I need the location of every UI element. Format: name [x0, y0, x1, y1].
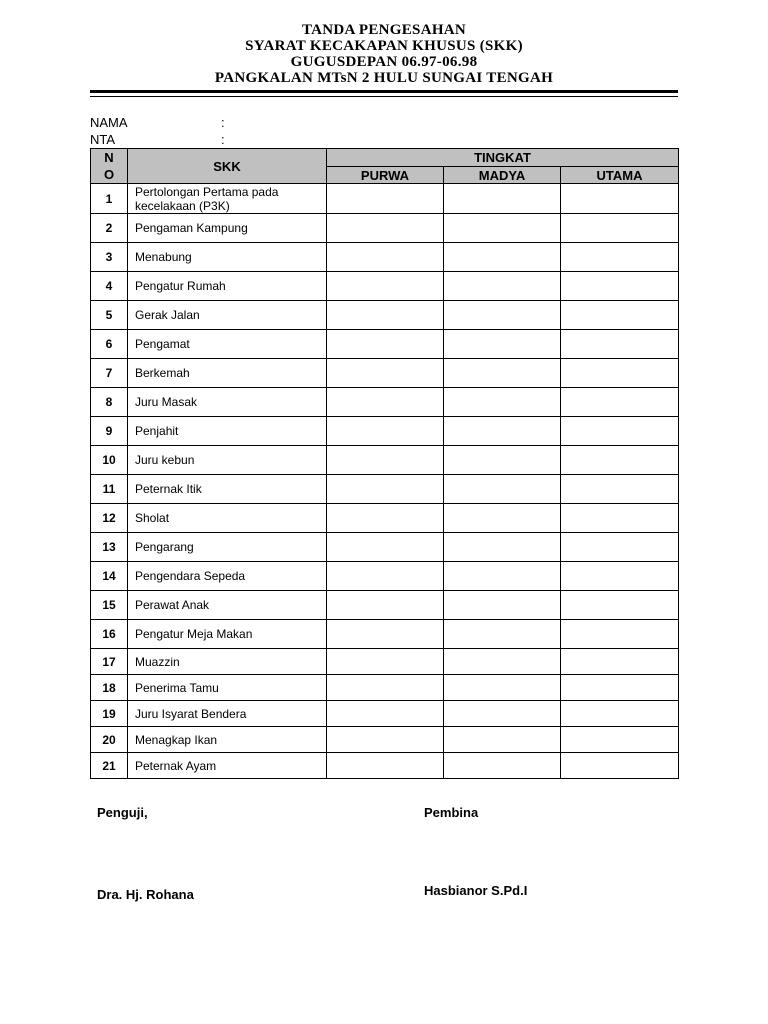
row-utama-cell [561, 753, 679, 779]
row-utama-cell [561, 649, 679, 675]
table-row [91, 675, 679, 701]
row-madya-cell [444, 504, 561, 533]
row-number: 18 [91, 675, 128, 701]
row-utama-cell [561, 701, 679, 727]
row-madya-cell [444, 359, 561, 388]
row-number: 4 [91, 272, 128, 301]
row-skk-name: Perawat Anak [128, 591, 327, 620]
row-skk-name: Juru kebun [128, 446, 327, 475]
row-number: 6 [91, 330, 128, 359]
row-skk-name: Sholat [128, 504, 327, 533]
row-purwa-cell [327, 214, 444, 243]
row-utama-cell [561, 562, 679, 591]
table-row [91, 591, 679, 620]
row-skk-name: Pengaman Kampung [128, 214, 327, 243]
table-row [91, 701, 679, 727]
row-purwa-cell [327, 727, 444, 753]
col-header-utama: UTAMA [561, 167, 679, 184]
penguji-name: Dra. Hj. Rohana [97, 887, 194, 902]
nama-field [90, 115, 225, 130]
row-utama-cell [561, 727, 679, 753]
row-skk-name: Peternak Ayam [128, 753, 327, 779]
row-number: 2 [91, 214, 128, 243]
row-number: 19 [91, 701, 128, 727]
row-purwa-cell [327, 184, 444, 214]
table-row [91, 475, 679, 504]
row-purwa-cell [327, 446, 444, 475]
table-row [91, 359, 679, 388]
table-row [91, 388, 679, 417]
row-utama-cell [561, 388, 679, 417]
row-madya-cell [444, 475, 561, 504]
row-madya-cell [444, 184, 561, 214]
penguji-label: Penguji, [97, 805, 148, 820]
header-subtitle: SYARAT KECAKAPAN KHUSUS (SKK) [245, 38, 523, 54]
row-number: 14 [91, 562, 128, 591]
row-skk-name: Pengamat [128, 330, 327, 359]
row-utama-cell [561, 620, 679, 649]
row-skk-name: Pengarang [128, 533, 327, 562]
row-purwa-cell [327, 649, 444, 675]
row-number: 15 [91, 591, 128, 620]
row-utama-cell [561, 330, 679, 359]
row-number: 7 [91, 359, 128, 388]
row-utama-cell [561, 591, 679, 620]
row-utama-cell [561, 301, 679, 330]
row-utama-cell [561, 533, 679, 562]
row-skk-name: Pengatur Rumah [128, 272, 327, 301]
row-utama-cell [561, 243, 679, 272]
row-utama-cell [561, 272, 679, 301]
row-purwa-cell [327, 330, 444, 359]
table-row [91, 184, 679, 214]
row-skk-name: Pertolongan Pertama pada kecelakaan (P3K) [128, 184, 327, 214]
nta-colon: : [221, 132, 225, 147]
col-header-no-line1: N [104, 150, 114, 165]
row-purwa-cell [327, 243, 444, 272]
row-number: 11 [91, 475, 128, 504]
table-row [91, 620, 679, 649]
row-purwa-cell [327, 417, 444, 446]
row-madya-cell [444, 446, 561, 475]
nta-field [90, 132, 225, 147]
document-header [0, 22, 768, 86]
table-row [91, 753, 679, 779]
row-madya-cell [444, 243, 561, 272]
skk-table-body [91, 184, 679, 779]
row-skk-name: Juru Masak [128, 388, 327, 417]
col-header-no [91, 149, 128, 184]
row-utama-cell [561, 214, 679, 243]
nama-colon: : [221, 115, 225, 130]
row-utama-cell [561, 417, 679, 446]
header-divider-thick [90, 90, 678, 93]
table-row [91, 727, 679, 753]
row-utama-cell [561, 675, 679, 701]
table-row [91, 504, 679, 533]
row-madya-cell [444, 330, 561, 359]
row-number: 20 [91, 727, 128, 753]
row-utama-cell [561, 504, 679, 533]
row-skk-name: Menabung [128, 243, 327, 272]
row-skk-name: Pengendara Sepeda [128, 562, 327, 591]
row-madya-cell [444, 533, 561, 562]
skk-table [90, 148, 679, 779]
row-purwa-cell [327, 272, 444, 301]
row-purwa-cell [327, 301, 444, 330]
table-row [91, 649, 679, 675]
row-madya-cell [444, 301, 561, 330]
row-number: 1 [91, 184, 128, 214]
row-number: 12 [91, 504, 128, 533]
col-header-skk: SKK [128, 149, 327, 184]
row-skk-name: Muazzin [128, 649, 327, 675]
row-skk-name: Gerak Jalan [128, 301, 327, 330]
row-utama-cell [561, 184, 679, 214]
table-row [91, 301, 679, 330]
row-utama-cell [561, 359, 679, 388]
table-row [91, 533, 679, 562]
row-number: 9 [91, 417, 128, 446]
row-utama-cell [561, 446, 679, 475]
row-skk-name: Juru Isyarat Bendera [128, 701, 327, 727]
col-header-tingkat: TINGKAT [327, 149, 679, 167]
row-number: 10 [91, 446, 128, 475]
header-pangkalan: PANGKALAN MTsN 2 HULU SUNGAI TENGAH [214, 70, 554, 86]
row-purwa-cell [327, 675, 444, 701]
row-skk-name: Berkemah [128, 359, 327, 388]
row-madya-cell [444, 591, 561, 620]
header-gugusdepan: GUGUSDEPAN 06.97-06.98 [290, 54, 478, 70]
row-purwa-cell [327, 753, 444, 779]
table-row [91, 417, 679, 446]
pembina-name: Hasbianor S.Pd.I [424, 883, 528, 898]
col-header-purwa: PURWA [327, 167, 444, 184]
row-madya-cell [444, 272, 561, 301]
table-row [91, 330, 679, 359]
row-skk-name: Penerima Tamu [128, 675, 327, 701]
row-madya-cell [444, 214, 561, 243]
row-number: 3 [91, 243, 128, 272]
row-purwa-cell [327, 533, 444, 562]
row-purwa-cell [327, 388, 444, 417]
table-row [91, 214, 679, 243]
row-number: 17 [91, 649, 128, 675]
row-madya-cell [444, 562, 561, 591]
row-madya-cell [444, 417, 561, 446]
row-number: 13 [91, 533, 128, 562]
pembina-label: Pembina [424, 805, 479, 820]
row-madya-cell [444, 701, 561, 727]
row-purwa-cell [327, 475, 444, 504]
col-header-no-line2: O [103, 167, 115, 182]
table-row [91, 446, 679, 475]
row-utama-cell [561, 475, 679, 504]
row-purwa-cell [327, 562, 444, 591]
row-number: 21 [91, 753, 128, 779]
row-purwa-cell [327, 591, 444, 620]
row-skk-name: Penjahit [128, 417, 327, 446]
table-row [91, 243, 679, 272]
nta-label: NTA [90, 132, 116, 147]
table-row [91, 562, 679, 591]
row-madya-cell [444, 753, 561, 779]
table-row [91, 272, 679, 301]
row-madya-cell [444, 620, 561, 649]
row-number: 16 [91, 620, 128, 649]
row-skk-name: Menagkap Ikan [128, 727, 327, 753]
row-madya-cell [444, 649, 561, 675]
col-header-madya: MADYA [444, 167, 561, 184]
row-skk-name: Pengatur Meja Makan [128, 620, 327, 649]
nama-label: NAMA [90, 115, 128, 130]
row-skk-name: Peternak Itik [128, 475, 327, 504]
row-madya-cell [444, 388, 561, 417]
row-purwa-cell [327, 701, 444, 727]
row-madya-cell [444, 675, 561, 701]
row-number: 8 [91, 388, 128, 417]
row-madya-cell [444, 727, 561, 753]
row-purwa-cell [327, 504, 444, 533]
row-purwa-cell [327, 620, 444, 649]
row-purwa-cell [327, 359, 444, 388]
header-title: TANDA PENGESAHAN [301, 22, 467, 38]
row-number: 5 [91, 301, 128, 330]
header-divider-thin [90, 96, 678, 97]
